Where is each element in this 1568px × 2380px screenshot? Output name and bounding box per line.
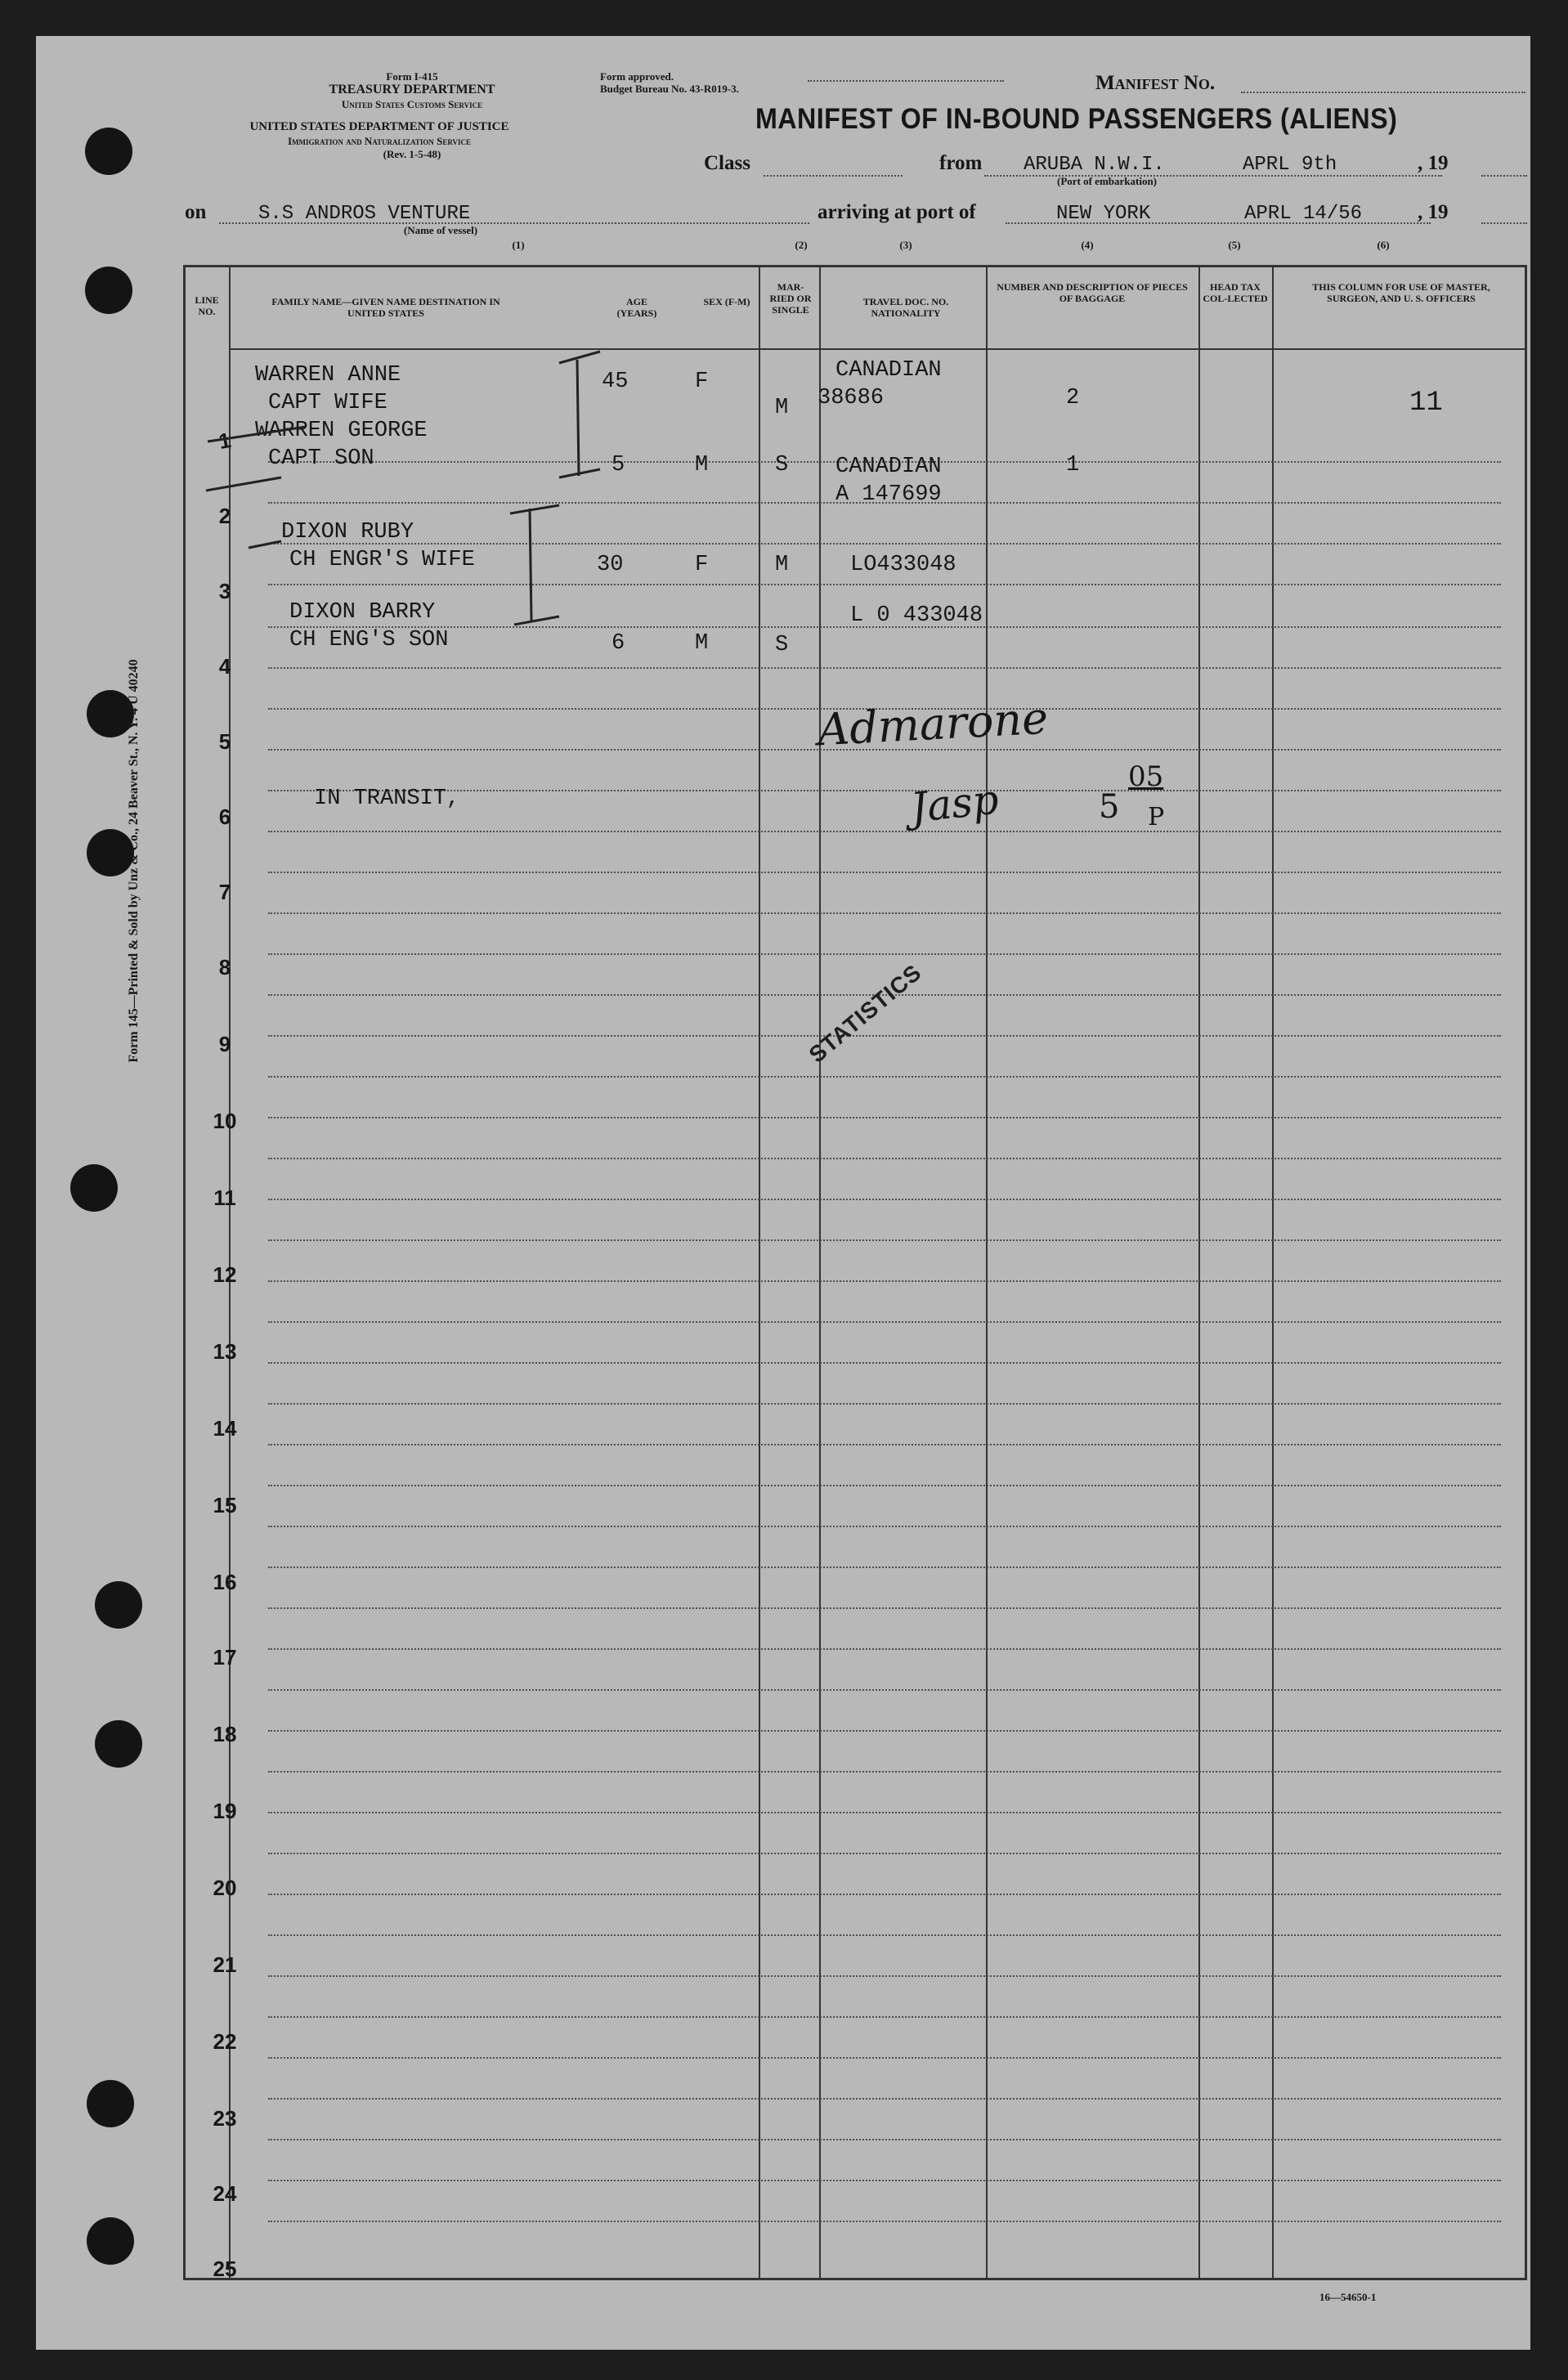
line-number: 16 xyxy=(213,1570,237,1594)
departure-date-value: APRL 9th xyxy=(1243,154,1337,176)
line-number: 22 xyxy=(213,2029,237,2054)
col-sex: SEX (F-M) xyxy=(703,296,750,307)
manifest-title: MANIFEST OF IN-BOUND PASSENGERS (ALIENS) xyxy=(755,103,1398,135)
entry-officer-note: 11 xyxy=(1409,388,1443,419)
col-travel-doc: TRAVEL DOC. NO. NATIONALITY xyxy=(862,296,949,319)
entry-name: WARREN ANNE xyxy=(255,363,401,388)
vessel-name-value: S.S ANDROS VENTURE xyxy=(258,203,471,225)
entry-nationality: CANADIAN xyxy=(836,455,942,479)
punch-hole xyxy=(95,1720,142,1768)
entry-name: DIXON RUBY xyxy=(281,520,414,545)
entry-age: 6 xyxy=(612,631,625,656)
punch-hole xyxy=(70,1164,118,1212)
line-number: 5 xyxy=(218,729,231,754)
punch-hole xyxy=(95,1581,142,1629)
col-married: MAR-RIED OR SINGLE xyxy=(769,281,812,316)
entry-sex: F xyxy=(695,370,709,394)
line-number: 4 xyxy=(218,654,231,679)
entry-travel-doc: L 0 433048 xyxy=(850,603,983,628)
line-number: 8 xyxy=(218,955,231,979)
entry-married: M xyxy=(775,553,789,577)
line-number: 1 xyxy=(217,427,233,455)
entry-description: CAPT SON xyxy=(268,446,374,471)
form-approved: Form approved. xyxy=(600,70,674,83)
entry-married: S xyxy=(775,633,789,657)
manifest-page xyxy=(36,36,1530,2350)
col-line-no: LINE NO. xyxy=(195,294,219,317)
year-label-1: , 19 xyxy=(1418,152,1449,174)
ins-service: Immigration and Naturalization Service xyxy=(287,135,472,147)
port-of-embarkation-value: ARUBA N.W.I. xyxy=(1024,154,1165,176)
column-number: (2) xyxy=(795,239,808,251)
column-number: (1) xyxy=(512,239,525,251)
line-number: 20 xyxy=(213,1876,237,1900)
customs-service: United States Customs Service xyxy=(341,98,483,110)
line-number: 14 xyxy=(213,1416,237,1441)
col-head-tax: HEAD TAX COL-LECTED xyxy=(1203,281,1268,304)
form-number: Form I-415 xyxy=(386,70,438,83)
entry-sex: M xyxy=(695,631,709,656)
entry-travel-doc: 38686 xyxy=(818,386,885,410)
revision: (Rev. 1-5-48) xyxy=(383,148,441,160)
arriving-label: arriving at port of xyxy=(818,201,976,223)
punch-hole xyxy=(87,2080,134,2127)
time-hour: 5 xyxy=(1099,788,1120,826)
statistics-stamp: STATISTICS xyxy=(804,959,927,1068)
line-number: 11 xyxy=(213,1186,236,1210)
col-baggage: NUMBER AND DESCRIPTION OF PIECES OF BAGGAGE xyxy=(997,281,1188,304)
line-number: 24 xyxy=(213,2181,237,2206)
entry-sex: M xyxy=(695,453,709,477)
entry-married: M xyxy=(775,396,789,420)
port-of-embarkation-caption: (Port of embarkation) xyxy=(1056,175,1158,187)
printer-imprint: Form 145—Printed & Sold by Unz & Co., 24 Beaver St., N. Y. 4 U 40240 xyxy=(127,659,141,1063)
entry-age: 30 xyxy=(597,553,624,577)
entry-description: CH ENG'S SON xyxy=(289,628,449,652)
col-name: FAMILY NAME—GIVEN NAME DESTINATION IN UNITED STATES xyxy=(271,296,500,319)
in-transit-note: IN TRANSIT, xyxy=(314,787,460,811)
column-number: (5) xyxy=(1228,239,1241,251)
column-number: (4) xyxy=(1081,239,1094,251)
entry-age: 45 xyxy=(602,370,629,394)
on-label: on xyxy=(185,201,207,223)
class-label: Class xyxy=(704,152,750,174)
entry-sex: F xyxy=(695,553,709,577)
line-number: 21 xyxy=(213,1952,237,1977)
entry-nationality: CANADIAN xyxy=(836,358,942,383)
line-number: 23 xyxy=(213,2106,237,2131)
line-number: 10 xyxy=(213,1109,237,1133)
treasury-dept: TREASURY DEPARTMENT xyxy=(329,83,495,96)
entry-travel-doc: LO433048 xyxy=(850,553,956,577)
line-number: 6 xyxy=(218,805,231,829)
inspector-initials: Jasp xyxy=(908,775,1001,832)
entry-description: CH ENGR'S WIFE xyxy=(289,548,475,572)
line-number: 25 xyxy=(213,2257,237,2281)
line-number: 7 xyxy=(218,880,231,904)
entry-baggage: 2 xyxy=(1066,386,1080,410)
line-number: 2 xyxy=(218,504,231,528)
arrival-port-value: NEW YORK xyxy=(1056,203,1151,225)
line-number: 12 xyxy=(213,1262,237,1287)
entry-baggage: 1 xyxy=(1066,453,1080,477)
column-number: (6) xyxy=(1377,239,1390,251)
inspector-signature: Admarone xyxy=(816,692,1050,756)
arrival-date-value: APRL 14/56 xyxy=(1244,203,1363,225)
footer-code: 16—54650-1 xyxy=(1319,2291,1377,2303)
col-age: AGE (YEARS) xyxy=(616,296,657,319)
vessel-name-caption: (Name of vessel) xyxy=(403,224,478,236)
line-number: 19 xyxy=(213,1799,237,1823)
line-number: 3 xyxy=(218,579,231,603)
col-officers: THIS COLUMN FOR USE OF MASTER, SURGEON, AND U. S. OFFICERS xyxy=(1312,281,1490,304)
from-label: from xyxy=(939,152,983,174)
entry-married: S xyxy=(775,453,789,477)
line-number: 15 xyxy=(213,1493,237,1517)
punch-hole xyxy=(87,2217,134,2265)
line-number: 18 xyxy=(213,1722,237,1746)
line-number: 9 xyxy=(218,1032,231,1056)
entry-travel-doc: A 147699 xyxy=(836,482,942,507)
line-number: 13 xyxy=(213,1339,237,1364)
manifest-no-label: Manifest No. xyxy=(1095,72,1216,94)
budget-bureau: Budget Bureau No. 43-R019-3. xyxy=(600,83,739,95)
entry-description: CAPT WIFE xyxy=(268,391,388,415)
column-number: (3) xyxy=(899,239,912,251)
entry-name: WARREN GEORGE xyxy=(255,419,428,443)
time-minutes: 05 xyxy=(1128,760,1164,793)
time-pm: P xyxy=(1148,803,1165,831)
entry-age: 5 xyxy=(612,453,625,477)
entry-name: DIXON BARRY xyxy=(289,600,436,625)
year-label-2: , 19 xyxy=(1418,201,1449,223)
justice-dept: UNITED STATES DEPARTMENT OF JUSTICE xyxy=(249,120,509,133)
line-number: 17 xyxy=(213,1645,237,1670)
handwritten-brackets xyxy=(36,36,1530,854)
